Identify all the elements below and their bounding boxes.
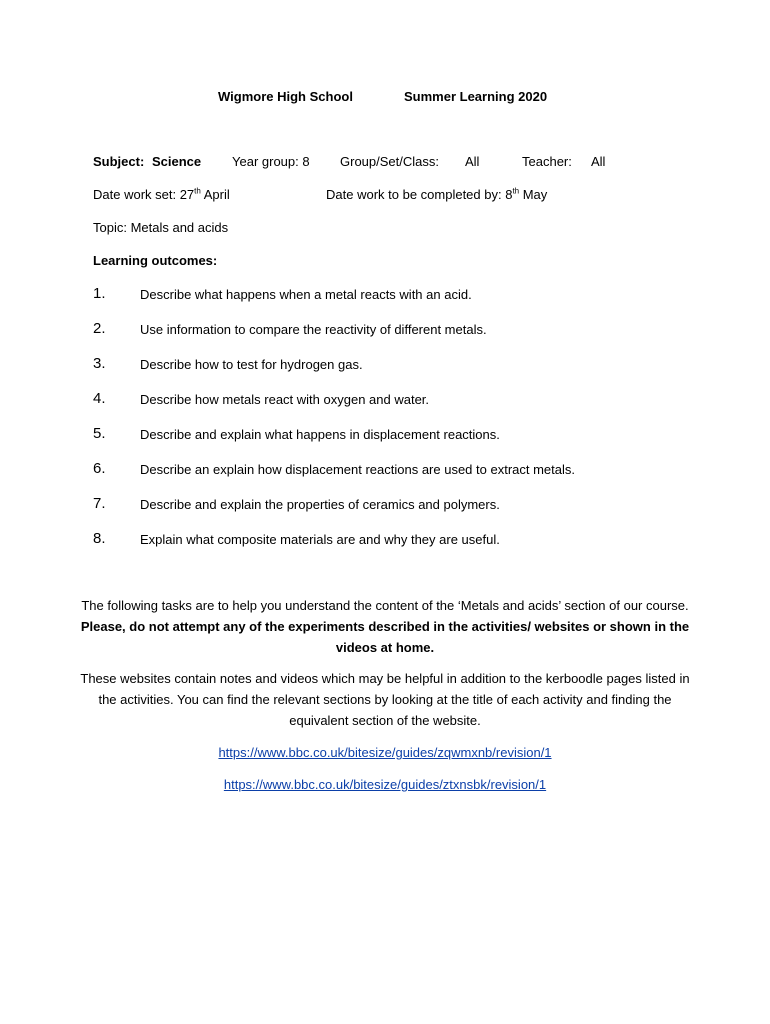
safety-warning: Please, do not attempt any of the experiments described in the activities/ websites or shown in the videos at home. [80, 619, 690, 655]
outcomes-heading: Learning outcomes: [93, 253, 218, 268]
outcome-text: Describe how to test for hydrogen gas. [140, 357, 363, 372]
teacher-value: All [591, 154, 606, 169]
program-title: Summer Learning 2020 [404, 89, 548, 104]
outcome-number: 1. [93, 285, 106, 302]
outcome-number: 7. [93, 495, 106, 512]
outcome-text: Explain what composite materials are and why they are useful. [140, 532, 500, 547]
date-work-set: Date work set: 27th April [93, 186, 230, 202]
outcome-text: Describe and explain the properties of ceramics and polymers. [140, 497, 500, 512]
subject-label: Subject: [93, 154, 145, 169]
teacher-label: Teacher: [522, 154, 572, 169]
outcome-number: 4. [93, 390, 106, 407]
intro-paragraph: The following tasks are to help you understand the content of the ‘Metals and acids’ section of our course. Please, do not attempt any of the experiments described in the activities/ websites or shown in the videos at home. [80, 598, 690, 655]
outcome-number: 6. [93, 460, 106, 477]
year-group: Year group: 8 [232, 154, 310, 169]
websites-note: These websites contain notes and videos which may be helpful in addition to the kerboodle pages listed in the activities. You can find the relevant sections by looking at the title of each activity and finding the equivalent section of the website. [80, 671, 690, 728]
school-name: Wigmore High School [218, 89, 353, 104]
outcome-text: Use information to compare the reactivity of different metals. [140, 322, 487, 337]
outcome-number: 8. [93, 530, 106, 547]
outcome-text: Describe an explain how displacement reactions are used to extract metals. [140, 462, 575, 477]
topic: Topic: Metals and acids [93, 220, 229, 235]
outcome-text: Describe how metals react with oxygen and water. [140, 392, 430, 407]
group-value: All [465, 154, 480, 169]
bitesize-link-1[interactable]: https://www.bbc.co.uk/bitesize/guides/zqwmxnb/revision/1 [218, 745, 552, 760]
outcome-text: Describe what happens when a metal reacts with an acid. [140, 287, 472, 302]
link-row [80, 774, 690, 795]
outcome-number: 3. [93, 355, 106, 372]
outcome-number: 5. [93, 425, 106, 442]
outcome-number: 2. [93, 320, 106, 337]
link-row [80, 742, 690, 763]
group-label: Group/Set/Class: [340, 154, 439, 169]
bitesize-link-2[interactable]: https://www.bbc.co.uk/bitesize/guides/ztxnsbk/revision/1 [223, 777, 547, 792]
date-work-due: Date work to be completed by: 8th May [326, 186, 548, 202]
subject-value: Science [152, 154, 202, 169]
outcome-text: Describe and explain what happens in displacement reactions. [140, 427, 500, 442]
